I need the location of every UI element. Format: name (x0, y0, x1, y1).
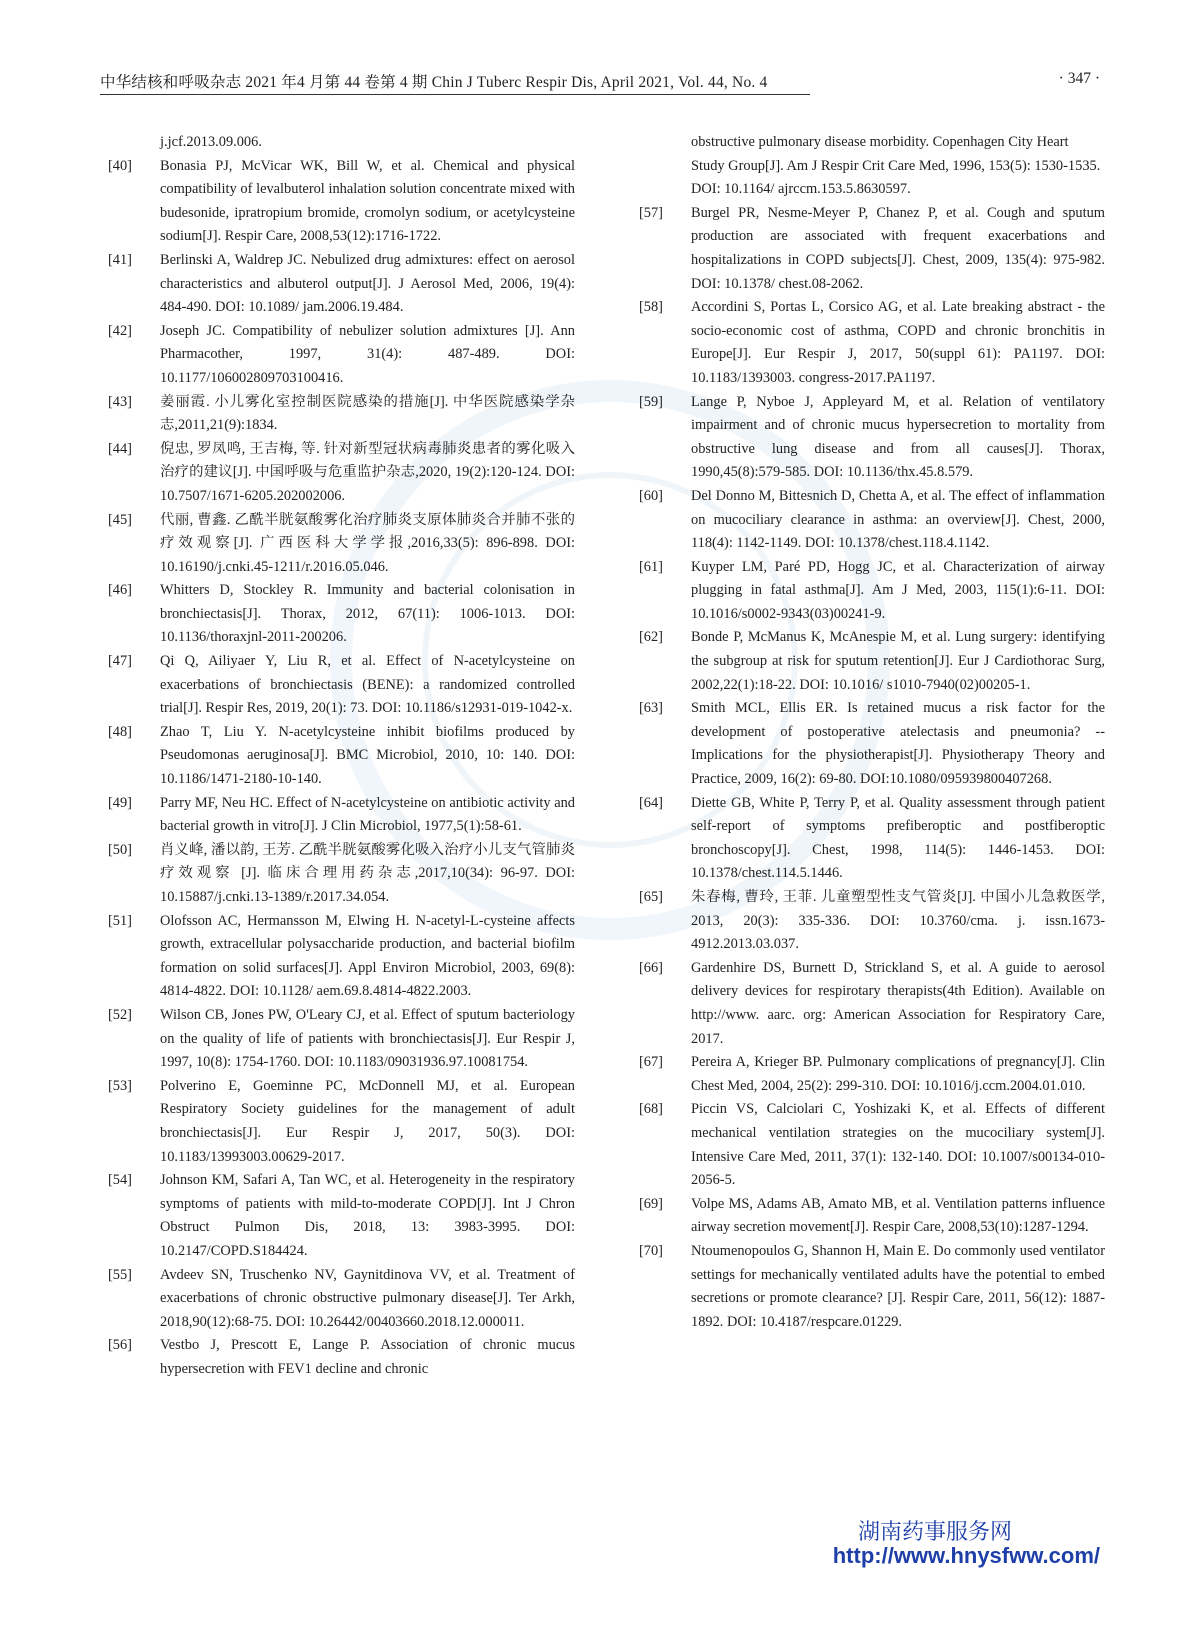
reference-item (108, 509, 575, 580)
reference-number: [53] (108, 1077, 132, 1094)
reference-text: Gardenhire DS, Burnett D, Strickland S, et al. A guide to aerosol delivery devices for respirotary therapists(4th Edition). Available on http://www. aarc. org: American Association for Respiratory Care, 2017. (691, 959, 1105, 1047)
reference-text: 代丽, 曹鑫. 乙酰半胱氨酸雾化治疗肺炎支原体肺炎合并肺不张的疗效观察[J]. 广西医科大学学报,2016,33(5): 896-898. DOI: 10.16190/j.cnki.45-1211/r.2016.05.046. (160, 511, 575, 575)
reference-item (639, 1051, 1105, 1098)
reference-text: Kuyper LM, Paré PD, Hogg JC, et al. Characterization of airway plugging in fatal asthma[J]. Am J Med, 2003, 115(1):6-11. DOI: 10.1016/s0002-9343(03)00241-9. (691, 558, 1105, 622)
reference-text: Accordini S, Portas L, Corsico AG, et al. Late breaking abstract - the socio-economic cost of asthma, COPD and chronic bronchitis in Europe[J]. Eur Respir J, 2017, 50(suppl 61): PA1197. DOI: 10.1183/1393003. congress-2017.PA1197. (691, 299, 1105, 386)
reference-item (108, 1169, 575, 1263)
reference-number: [47] (108, 653, 132, 670)
reference-number: [43] (108, 393, 132, 410)
reference-text: Bonasia PJ, McVicar WK, Bill W, et al. Chemical and physical compatibility of levalbuterol inhalation solution concentrate mixed with budesonide, ipratropium bromide, cromolyn sodium, or acetylcysteine sodium[J]. Respir Care, 2008,53(12):1716-1722. (160, 157, 575, 245)
reference-text: Johnson KM, Safari A, Tan WC, et al. Heterogeneity in the respiratory symptoms of patients with mild-to-moderate COPD[J]. Int J Chron Obstruct Pulmon Dis, 2018, 13: 3983-3995. DOI: 10.2147/COPD.S184424. (160, 1172, 575, 1259)
reference-number: [54] (108, 1172, 132, 1189)
reference-text: 肖义峰, 潘以韵, 王芳. 乙酰半胱氨酸雾化吸入治疗小儿支气管肺炎疗效观察 [J]. 临床合理用药杂志,2017,10(34): 96-97. DOI: 10.15887/j.cnki.13-1389/r.2017.34.054. (160, 841, 575, 905)
reference-item (108, 1264, 575, 1335)
reference-number: [68] (639, 1101, 663, 1118)
reference-number: [49] (108, 794, 132, 811)
reference-item (639, 697, 1105, 791)
reference-number: [67] (639, 1054, 663, 1071)
reference-continuation: obstructive pulmonary disease morbidity. Copenhagen City Heart Study Group[J]. Am J Respir Crit Care Med, 1996, 153(5): 1530-1535. DOI: 10.1164/ ajrccm.153.5.8630597. (691, 134, 1101, 198)
reference-text: Wilson CB, Jones PW, O'Leary CJ, et al. Effect of sputum bacteriology on the quality of life of patients with bronchiectasis[J]. Eur Respir J, 1997, 10(8): 1754-1760. DOI: 10.1183/09031936.97.10081754. (160, 1006, 575, 1071)
reference-text: Qi Q, Ailiyaer Y, Liu R, et al. Effect of N-acetylcysteine on exacerbations of bronchiectasis (BENE): a randomized controlled trial[J]. Respir Res, 2019, 20(1): 73. DOI: 10.1186/s12931-019-1042-x. (160, 653, 575, 717)
reference-text: Diette GB, White P, Terry P, et al. Quality assessment through patient self-report of symptoms prefiberoptic and postfiberoptic bronchoscopy[J]. Chest, 1998, 114(5): 1446-1453. DOI: 10.1378/chest.114.5.1446. (691, 794, 1105, 882)
reference-text: Bonde P, McManus K, McAnespie M, et al. Lung surgery: identifying the subgroup at risk for sputum retention[J]. Eur J Cardiothorac Surg, 2002,22(1):18-22. DOI: 10.1016/ s1010-7940(02)00205-1. (691, 629, 1105, 693)
reference-number: [59] (639, 393, 663, 410)
reference-number: [57] (639, 204, 663, 221)
reference-text: Olofsson AC, Hermansson M, Elwing H. N-acetyl-L-cysteine affects growth, extracellular polysaccharide production, and bacterial biofilm formation on solid surfaces[J]. Appl Environ Microbiol, 2003, 69(8): 4814-4822. DOI: 10.1128/ aem.69.8.4814-4822.2003. (160, 912, 575, 1000)
reference-item (639, 626, 1105, 697)
reference-number: [44] (108, 440, 132, 457)
reference-number: [66] (639, 959, 663, 976)
reference-number: [45] (108, 511, 132, 528)
reference-item (639, 1240, 1105, 1334)
reference-text: Lange P, Nyboe J, Appleyard M, et al. Relation of ventilatory impairment and of chronic mucus hypersecretion to mortality from obstructive lung disease and from all causes[J]. Thorax, 1990,45(8):579-585. DOI: 10.1136/thx.45.8.579. (691, 393, 1105, 481)
reference-text: Del Donno M, Bittesnich D, Chetta A, et al. The effect of inflammation on mucociliary clearance in asthma: an overview[J]. Chest, 2000, 118(4): 1142-1149. DOI: 10.1378/chest.118.4.1142. (691, 487, 1105, 552)
reference-item (639, 296, 1105, 390)
reference-item (108, 1334, 575, 1381)
reference-item (108, 249, 575, 320)
reference-item (639, 1098, 1105, 1192)
reference-text: Smith MCL, Ellis ER. Is retained mucus a risk factor for the development of postoperative atelectasis and pneumonia? -- Implications for the physiotherapist[J]. Physiotherapy Theory and Practice, 2009, 16(2): 69-80. DOI:10.1080/095939800407268. (691, 700, 1105, 788)
site-url-link[interactable]: http://www.hnysfww.com/ (832, 1543, 1100, 1568)
reference-number: [48] (108, 723, 132, 740)
reference-text: Ntoumenopoulos G, Shannon H, Main E. Do commonly used ventilator settings for mechanically ventilated adults have the potential to embed secretions or promote clearance? [J]. Respir Care, 2011, 56(12): 1887-1892. DOI: 10.4187/respcare.01229. (691, 1242, 1105, 1330)
reference-text: 朱春梅, 曹玲, 王菲. 儿童塑型性支气管炎[J]. 中国小儿急救医学, 2013, 20(3): 335-336. DOI: 10.3760/cma. j. issn.1673-4912.2013.03.037. (691, 889, 1105, 953)
reference-text: Whitters D, Stockley R. Immunity and bacterial colonisation in bronchiectasis[J]. Thorax, 2012, 67(11): 1006-1013. DOI: 10.1136/thoraxjnl-2011-200206. (160, 582, 575, 646)
reference-text: Burgel PR, Nesme-Meyer P, Chanez P, et al. Cough and sputum production are associated with frequent exacerbations and hospitalizations in COPD subjects[J]. Chest, 2009, 135(4): 975-982. DOI: 10.1378/ chest.08-2062. (691, 204, 1105, 292)
reference-number: [61] (639, 558, 663, 575)
reference-item (108, 155, 575, 249)
reference-text: Volpe MS, Adams AB, Amato MB, et al. Ventilation patterns influence airway secretion movement[J]. Respir Care, 2008,53(10):1287-1294. (691, 1195, 1105, 1236)
reference-item (108, 438, 575, 509)
running-header (100, 70, 1100, 98)
reference-item (108, 910, 575, 1004)
reference-column-left (108, 131, 575, 1381)
reference-number: [62] (639, 629, 663, 646)
reference-number: [55] (108, 1266, 132, 1283)
reference-number: [64] (639, 794, 663, 811)
reference-number: [42] (108, 322, 132, 339)
reference-item (108, 1075, 575, 1169)
reference-continuation: j.jcf.2013.09.006. (160, 134, 262, 150)
reference-number: [46] (108, 582, 132, 599)
reference-number: [40] (108, 157, 132, 174)
reference-text: Parry MF, Neu HC. Effect of N-acetylcysteine on antibiotic activity and bacterial growth in vitro[J]. J Clin Microbiol, 1977,5(1):58-61. (160, 794, 575, 835)
reference-number: [63] (639, 700, 663, 717)
reference-item (108, 650, 575, 721)
reference-text: Vestbo J, Prescott E, Lange P. Association of chronic mucus hypersecretion with FEV1 decline and chronic (160, 1337, 575, 1377)
reference-item (639, 792, 1105, 886)
reference-text: Zhao T, Liu Y. N-acetylcysteine inhibit biofilms produced by Pseudomonas aeruginosa[J]. BMC Microbiol, 2010, 10: 140. DOI: 10.1186/1471-2180-10-140. (160, 723, 575, 788)
header-rule (100, 94, 810, 95)
reference-item (108, 391, 575, 438)
reference-text: Avdeev SN, Truschenko NV, Gaynitdinova VV, et al. Treatment of exacerbations of chronic obstructive pulmonary disease[J]. Ter Arkh, 2018,90(12):68-75. DOI: 10.26442/00403660.2018.12.000011. (160, 1266, 575, 1330)
reference-item (639, 391, 1105, 485)
reference-text: Berlinski A, Waldrep JC. Nebulized drug admixtures: effect on aerosol characteristics and albuterol output[J]. J Aerosol Med, 2006, 19(4): 484-490. DOI: 10.1089/ jam.2006.19.484. (160, 251, 575, 316)
reference-text: 倪忠, 罗凤鸣, 王吉梅, 等. 针对新型冠状病毒肺炎患者的雾化吸入治疗的建议[J]. 中国呼吸与危重监护杂志,2020, 19(2):120-124. DOI: 10.7507/1671-6205.202002006. (160, 440, 575, 504)
reference-text: 姜丽霞. 小儿雾化室控制医院感染的措施[J]. 中华医院感染学杂志,2011,21(9):1834. (160, 393, 575, 434)
reference-item (639, 957, 1105, 1051)
reference-number: [58] (639, 299, 663, 316)
reference-item (108, 320, 575, 391)
reference-number: [60] (639, 487, 663, 504)
reference-text: Polverino E, Goeminne PC, McDonnell MJ, et al. European Respiratory Society guidelines for the management of adult bronchiectasis[J]. Eur Respir J, 2017, 50(3). DOI: 10.1183/13993003.00629-2017. (160, 1077, 575, 1165)
reference-text: Piccin VS, Calciolari C, Yoshizaki K, et al. Effects of different mechanical ventilation strategies on the mucociliary system[J]. Intensive Care Med, 2011, 37(1): 132-140. DOI: 10.1007/s00134-010-2056-5. (691, 1101, 1105, 1189)
reference-number: [56] (108, 1337, 132, 1354)
reference-number: [52] (108, 1006, 132, 1023)
reference-number: [70] (639, 1242, 663, 1259)
reference-item (639, 485, 1105, 556)
reference-number: [69] (639, 1195, 663, 1212)
journal-citation-line: 中华结核和呼吸杂志 2021 年4 月第 44 卷第 4 期 Chin J Tuberc Respir Dis, April 2021, Vol. 44, No. 4 (100, 74, 768, 91)
reference-item (639, 886, 1105, 957)
site-brand: 湖南药事服务网 (857, 1520, 1012, 1545)
reference-text: Pereira A, Krieger BP. Pulmonary complications of pregnancy[J]. Clin Chest Med, 2004, 25(2): 299-310. DOI: 10.1016/j.ccm.2004.01.010. (691, 1054, 1105, 1094)
reference-item (108, 839, 575, 910)
reference-number: [65] (639, 889, 663, 905)
reference-item (639, 202, 1105, 296)
reference-column-right (639, 131, 1105, 1334)
reference-number: [50] (108, 841, 132, 858)
reference-item (639, 556, 1105, 627)
reference-item (108, 1004, 575, 1075)
reference-item (108, 792, 575, 839)
reference-number: [51] (108, 912, 132, 929)
reference-text: Joseph JC. Compatibility of nebulizer solution admixtures [J]. Ann Pharmacother, 1997, 31(4): 487-489. DOI: 10.1177/106002809703100416. (160, 322, 575, 386)
page-number: · 347 · (1058, 70, 1100, 87)
reference-item (108, 579, 575, 650)
reference-item (108, 721, 575, 792)
reference-item (639, 1193, 1105, 1240)
reference-number: [41] (108, 251, 132, 268)
